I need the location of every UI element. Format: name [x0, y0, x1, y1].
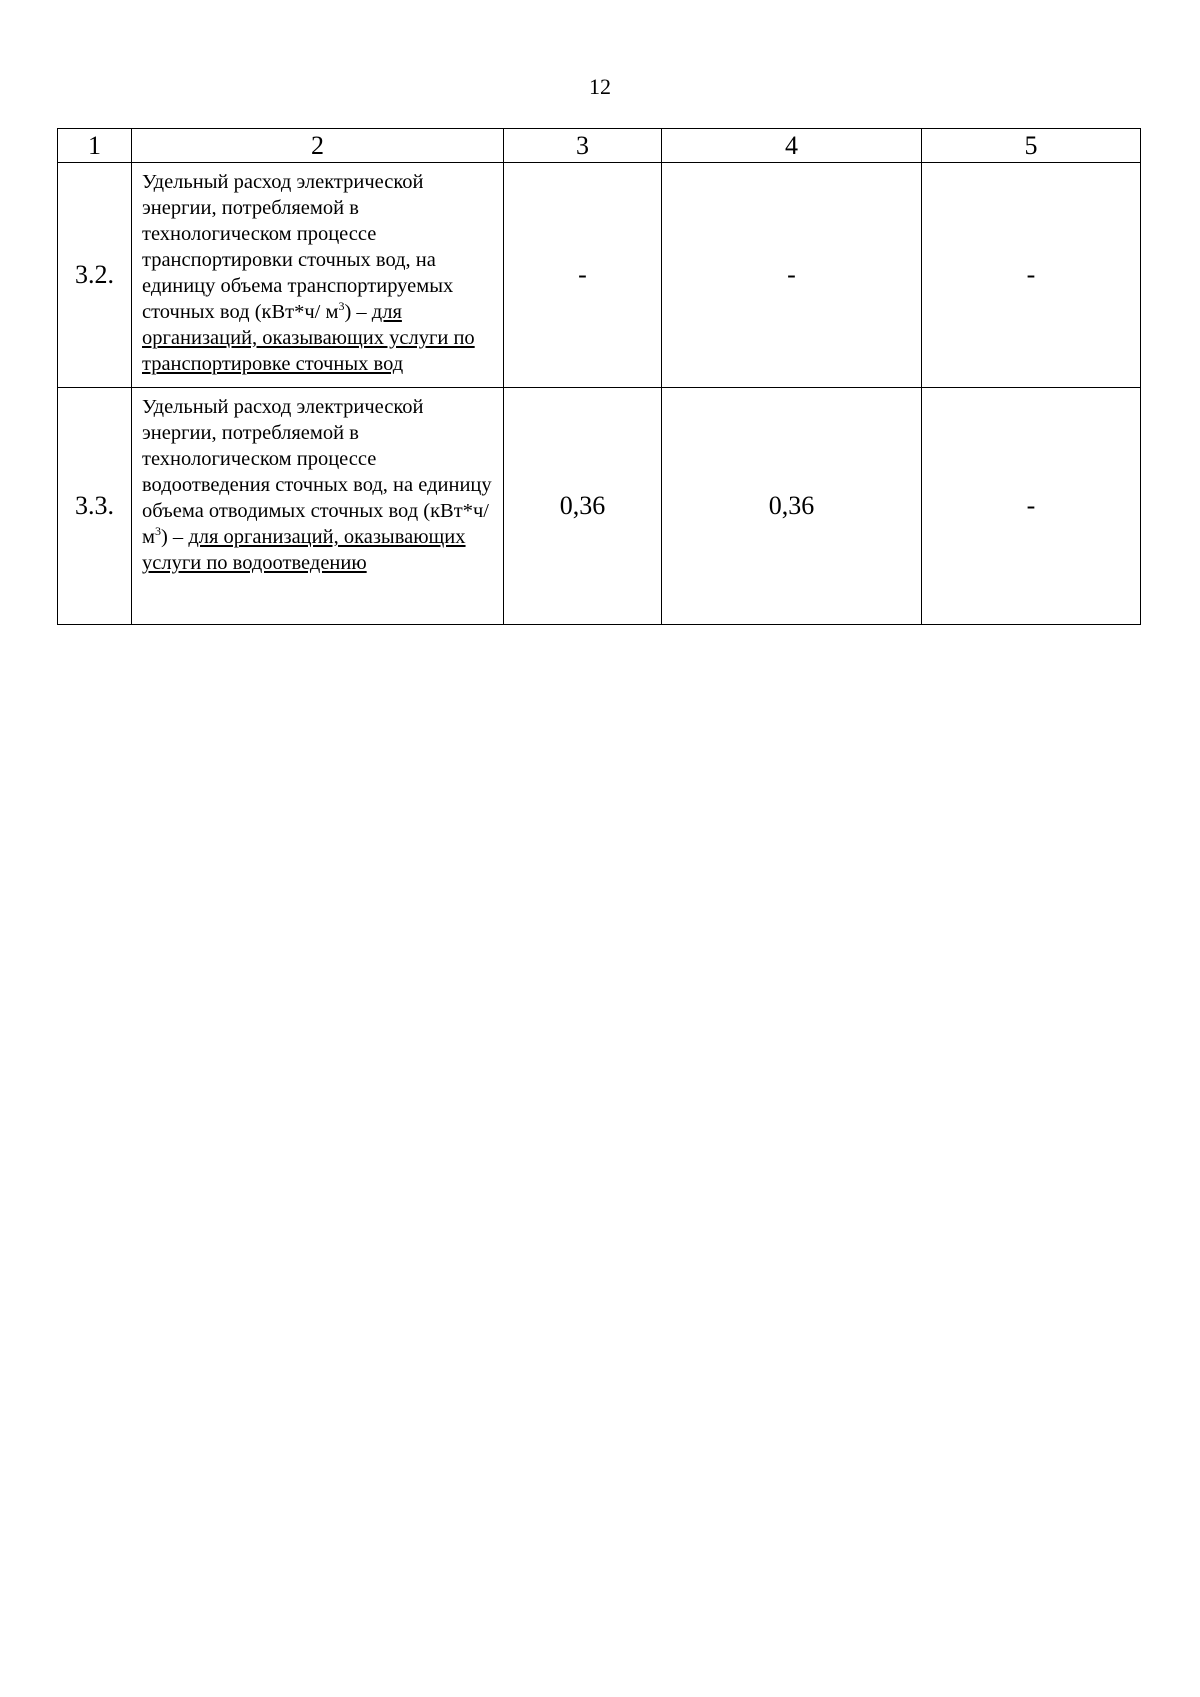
description-text: Удельный расход электрической энергии, потребляемой в технологическом процессе водоотведения сточных вод, на единицу объема отводимых сточных вод (кВт*ч/ м: [142, 396, 492, 548]
header-cell-5: 5: [922, 129, 1141, 163]
value-col-3: -: [504, 163, 662, 388]
table-row: [58, 388, 1141, 625]
table-row: [58, 163, 1141, 388]
description-superscript: 3: [154, 524, 161, 539]
description-text: Удельный расход электрической энергии, потребляемой в технологическом процессе транспортировки сточных вод, на единицу объема транспортируемых сточных вод (кВт*ч/ м: [142, 171, 454, 323]
row-description: [132, 163, 504, 388]
header-cell-1: 1: [58, 129, 132, 163]
value-col-4: 0,36: [662, 388, 922, 625]
table-header-row: [58, 129, 1141, 163]
row-number: 3.2.: [58, 163, 132, 388]
row-description: [132, 388, 504, 625]
value-col-3: 0,36: [504, 388, 662, 625]
row-number: 3.3.: [58, 388, 132, 625]
header-cell-3: 3: [504, 129, 662, 163]
data-table: [57, 128, 1141, 625]
description-superscript: 3: [338, 299, 345, 314]
page-number: 12: [589, 74, 611, 99]
value-col-5: -: [922, 388, 1141, 625]
description-underlined: для организаций, оказывающих услуги по транспортировке сточных вод: [142, 301, 475, 375]
value-col-5: -: [922, 163, 1141, 388]
description-underlined: для организаций, оказывающих услуги по водоотведению: [142, 526, 466, 574]
header-cell-2: 2: [132, 129, 504, 163]
description-text-continued: ) –: [344, 301, 372, 323]
header-cell-4: 4: [662, 129, 922, 163]
value-col-4: -: [662, 163, 922, 388]
description-text-continued: ) –: [160, 526, 189, 548]
